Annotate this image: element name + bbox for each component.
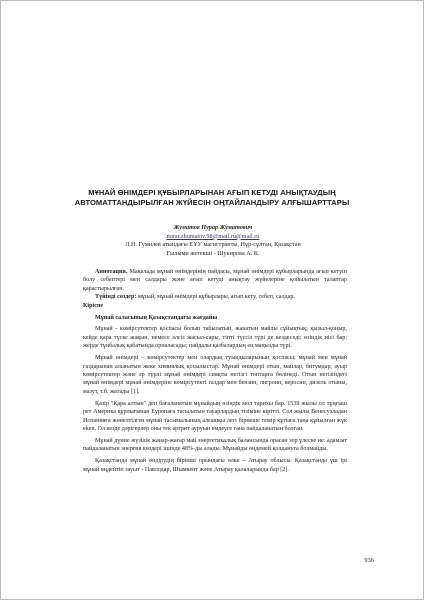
article-body — [83, 268, 347, 477]
abstract-text: Мақалада мұнай өнімдерінің пайдасы, мұнай өнімдері құбырларында ағып кетуін болу себептері мен салдары және ағып кетуді анықтау жүйелеріне қойылатын талаптар қарастырылған. — [83, 269, 347, 292]
author-name: Жуматов Нурар Жуматович — [173, 224, 253, 231]
title-line-1: МҰНАЙ ӨНІМДЕРІ ҚҰБЫРЛАРЫНАН АҒЫП КЕТУДІ АНЫҚТАУДЫҢ — [88, 188, 336, 197]
supervisor-line: Ғылыми жетекші - Шукирова А. К. — [166, 249, 260, 257]
intro-heading: Кіріспе — [83, 302, 104, 309]
page-number: 936 — [364, 557, 374, 564]
body-paragraph-5: Қазақстанда мұнай өндірудің бірінші орындағы өлке – Атырау облысы. Қазақстанда үш ірі мұнай өңдейтін зауыт - Павлодар, Шымкент және Атырау қалаларында бар [2]. — [83, 458, 347, 473]
paper-title — [59, 188, 365, 208]
body-paragraph-3: Қазір "Қара алтын" деп бағаланатын мұнайдың өзіндік мол тарихы бар. 1539 жылы ол тұңғыш рет Америка құрлығынан Еуропаға тасылатын тауарлардың тізіміне кірітті. Сол жылы Венесуэладан Испанияға жөнелтілген мұнай тасымалының алғашқы легі бірнеше темір құтыға таңа құйылған жүк еken. Ол кезде дәрігерлер оны тек артрит ауруын емдеуге ғана пайдаланатын болған. — [83, 400, 347, 432]
keywords-paragraph — [83, 293, 347, 301]
body-paragraph-1: Мұнай - көмірсутектер қоспасы болып табылатын, жанатын майлы сұйықтық; қызыл-қоңыр, кейде қара түске жақын, немесе әлсіз жасыл-сары, тіпті түссіз түрі де кездеседі; өзіндік иісі бар; жерде тұнбалық қабатында орналасады; пайдалы қазбалардың ең маңызды түрі. — [83, 326, 347, 350]
body-paragraph-4: Мұнай дүние жүзілік жанар-жағар май энергетикалық балансында орасан зор үлеске ие: адамзат пайдаланатын энергия көздері ішінде 48%-ды алады. Мұнайды өңдемей қолдануға болмайды. — [83, 437, 347, 453]
keywords-text: мұнай, мұнай өнімдері құбырлары, ағып кету, себеп, салдар. — [136, 294, 295, 301]
title-line-2: АВТОМАТТАНДЫРЫЛҒАН ЖҮЙЕСІН ОҢТАЙЛАНДЫРУ АЛҒЫШАРТТАРЫ — [74, 198, 350, 207]
author-affiliation: Л.Н. Гумилев атындағы ЕҰУ магистранты, Нұр-сұлтан, Қазақстан — [125, 241, 301, 249]
keywords-label: Түйінді сөздер: — [95, 294, 137, 301]
author-block — [1, 224, 424, 258]
body-paragraph-2: Мұнай өнімдері – көмірсутектер мен олардың туындыларының қоспасы; мұнай мен мұнай газдарынан алынатын жеке химиялық қосылыстар. Мұнай өнімдері отын, майлар, битумдар, ауыр көмірсутектер және әр түрлі мұнай өнімдері сияқты негізгі топтарға бөлінеді. Отын негізіндегі мұнай өнімдері мұнай өнімдеріне көмірсутекті газдар мен бензин, лигроин, керосин, дизель отыны, мазут, т.б. жатады [1]. — [83, 355, 347, 395]
abstract-label: Аннотация. — [95, 269, 128, 275]
author-email-link[interactable]: nurar.zhumatov.98@mail.ru@mail.ru — [166, 232, 260, 240]
section-heading: Мұнай саласының Қазақстандағы жағдайы — [95, 314, 218, 321]
abstract-paragraph — [83, 268, 347, 293]
